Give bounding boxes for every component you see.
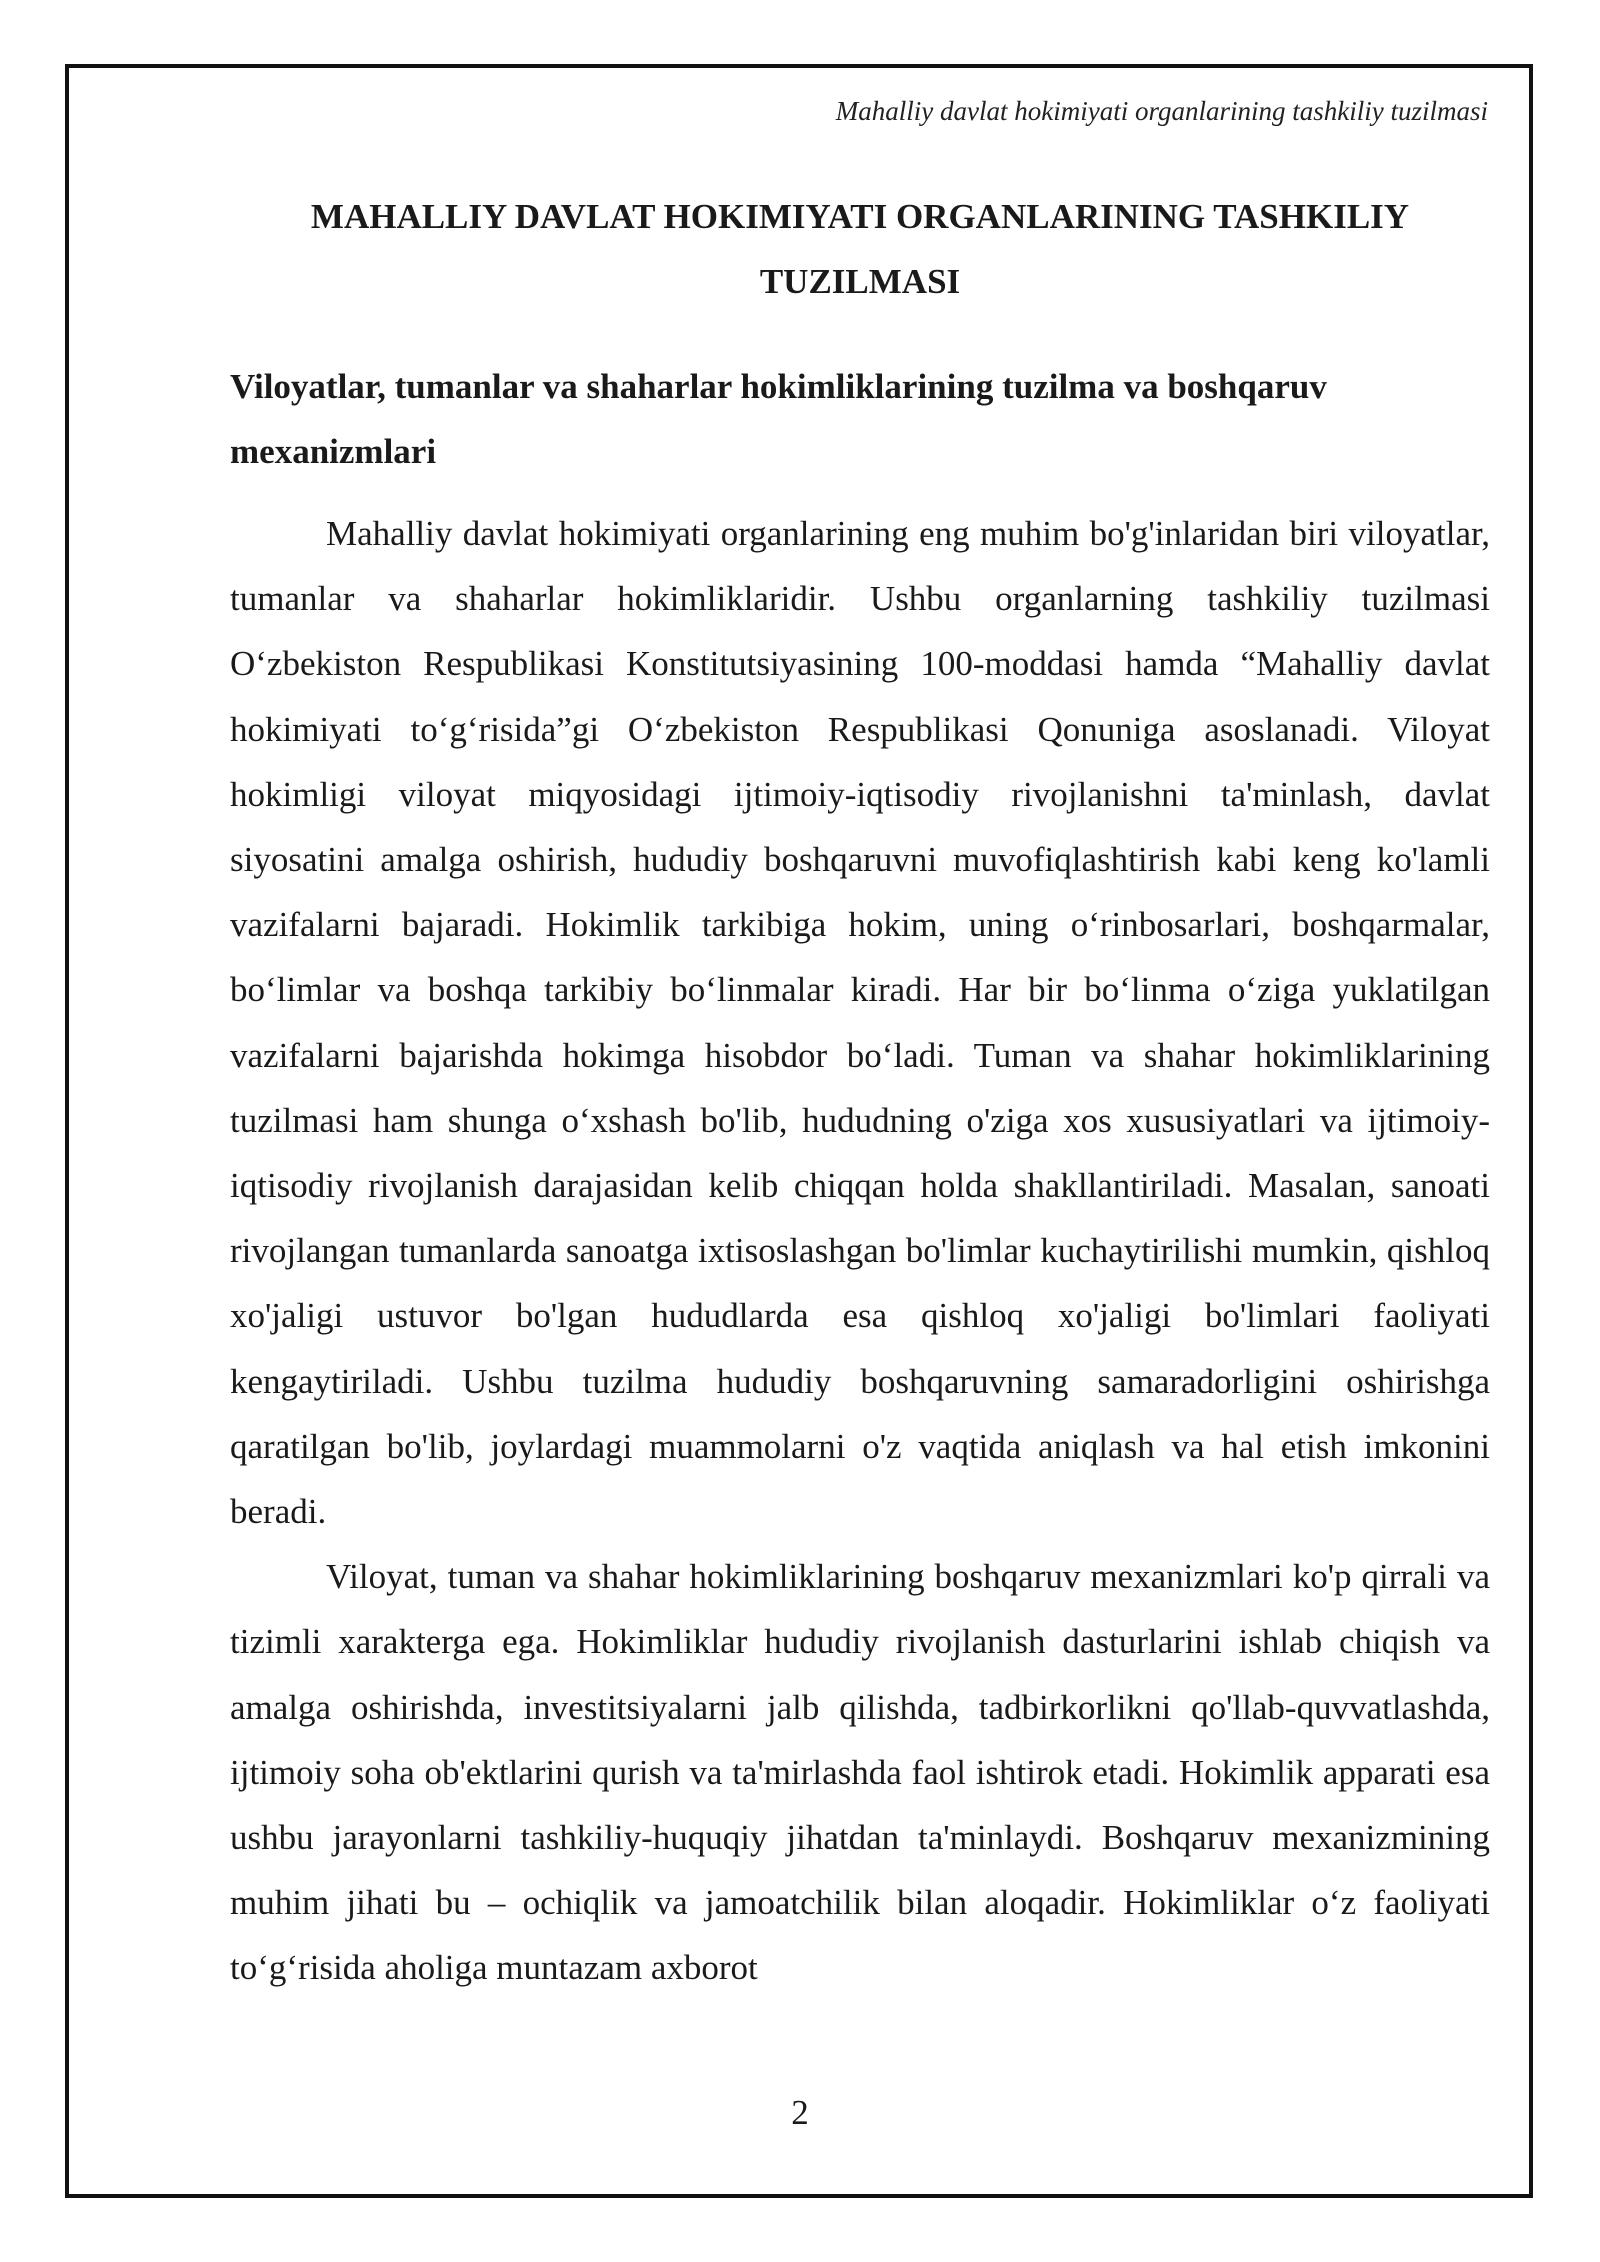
body-text [230, 501, 1490, 2001]
running-header: Mahalliy davlat hokimiyati organlarining tashkiliy tuzilmasi [835, 96, 1488, 126]
paragraph-1: Mahalliy davlat hokimiyati organlarining eng muhim bo'g'inlaridan biri viloyatlar, tumanlar va shaharlar hokimliklaridir. Ushbu organlarning tashkiliy tuzilmasi O‘zbekiston Respublikasi Konstitutsiyasining 100-moddasi hamda “Mahalliy davlat hokimiyati to‘g‘risida”gi O‘zbekiston Respublikasi Qonuniga asoslanadi. Viloyat hokimligi viloyat miqyosidagi ijtimoiy-iqtisodiy rivojlanishni ta'minlash, davlat siyosatini amalga oshirish, hududiy boshqaruvni muvofiqlashtirish kabi keng ko'lamli vazifalarni bajaradi. Hokimlik tarkibiga hokim, uning o‘rinbosarlari, boshqarmalar, bo‘limlar va boshqa tarkibiy bo‘linmalar kiradi. Har bir bo‘linma o‘ziga yuklatilgan vazifalarni bajarishda hokimga hisobdor bo‘ladi. Tuman va shahar hokimliklarining tuzilmasi ham shunga o‘xshash bo'lib, hududning o'ziga xos xususiyatlari va ijtimoiy-iqtisodiy rivojlanish darajasidan kelib chiqqan holda shakllantiriladi. Masalan, sanoati rivojlangan tumanlarda sanoatga ixtisoslashgan bo'limlar kuchaytirilishi mumkin, qishloq xo'jaligi ustuvor bo'lgan hududlarda esa qishloq xo'jaligi bo'limlari faoliyati kengaytiriladi. Ushbu tuzilma hududiy boshqaruvning samaradorligini oshirishga qaratilgan bo'lib, joylardagi muammolarni o'z vaqtida aniqlash va hal etish imkonini beradi. [230, 514, 1490, 1532]
paragraph-2: Viloyat, tuman va shahar hokimliklarining boshqaruv mexanizmlari ko'p qirrali va tizimli xarakterga ega. Hokimliklar hududiy rivojlanish dasturlarini ishlab chiqish va amalga oshirishda, investitsiyalarni jalb qilishda, tadbirkorlikni qo'llab-quvvatlashda, ijtimoiy soha ob'ektlarini qurish va ta'mirlashda faol ishtirok etadi. Hokimlik apparati esa ushbu jarayonlarni tashkiliy-huquqiy jihatdan ta'minlaydi. Boshqaruv mexanizmining muhim jihati bu – ochiqlik va jamoatchilik bilan aloqadir. Hokimliklar o‘z faoliyati to‘g‘risida aholiga muntazam axborot [230, 1557, 1490, 1988]
page-title: MAHALLIY DAVLAT HOKIMIYATI ORGANLARINING TASHKILIY TUZILMASI [310, 197, 1410, 301]
page-number: 2 [791, 2093, 809, 2132]
section-heading: Viloyatlar, tumanlar va shaharlar hokimliklarining tuzilma va boshqaruv mexanizmlari [230, 367, 1327, 471]
